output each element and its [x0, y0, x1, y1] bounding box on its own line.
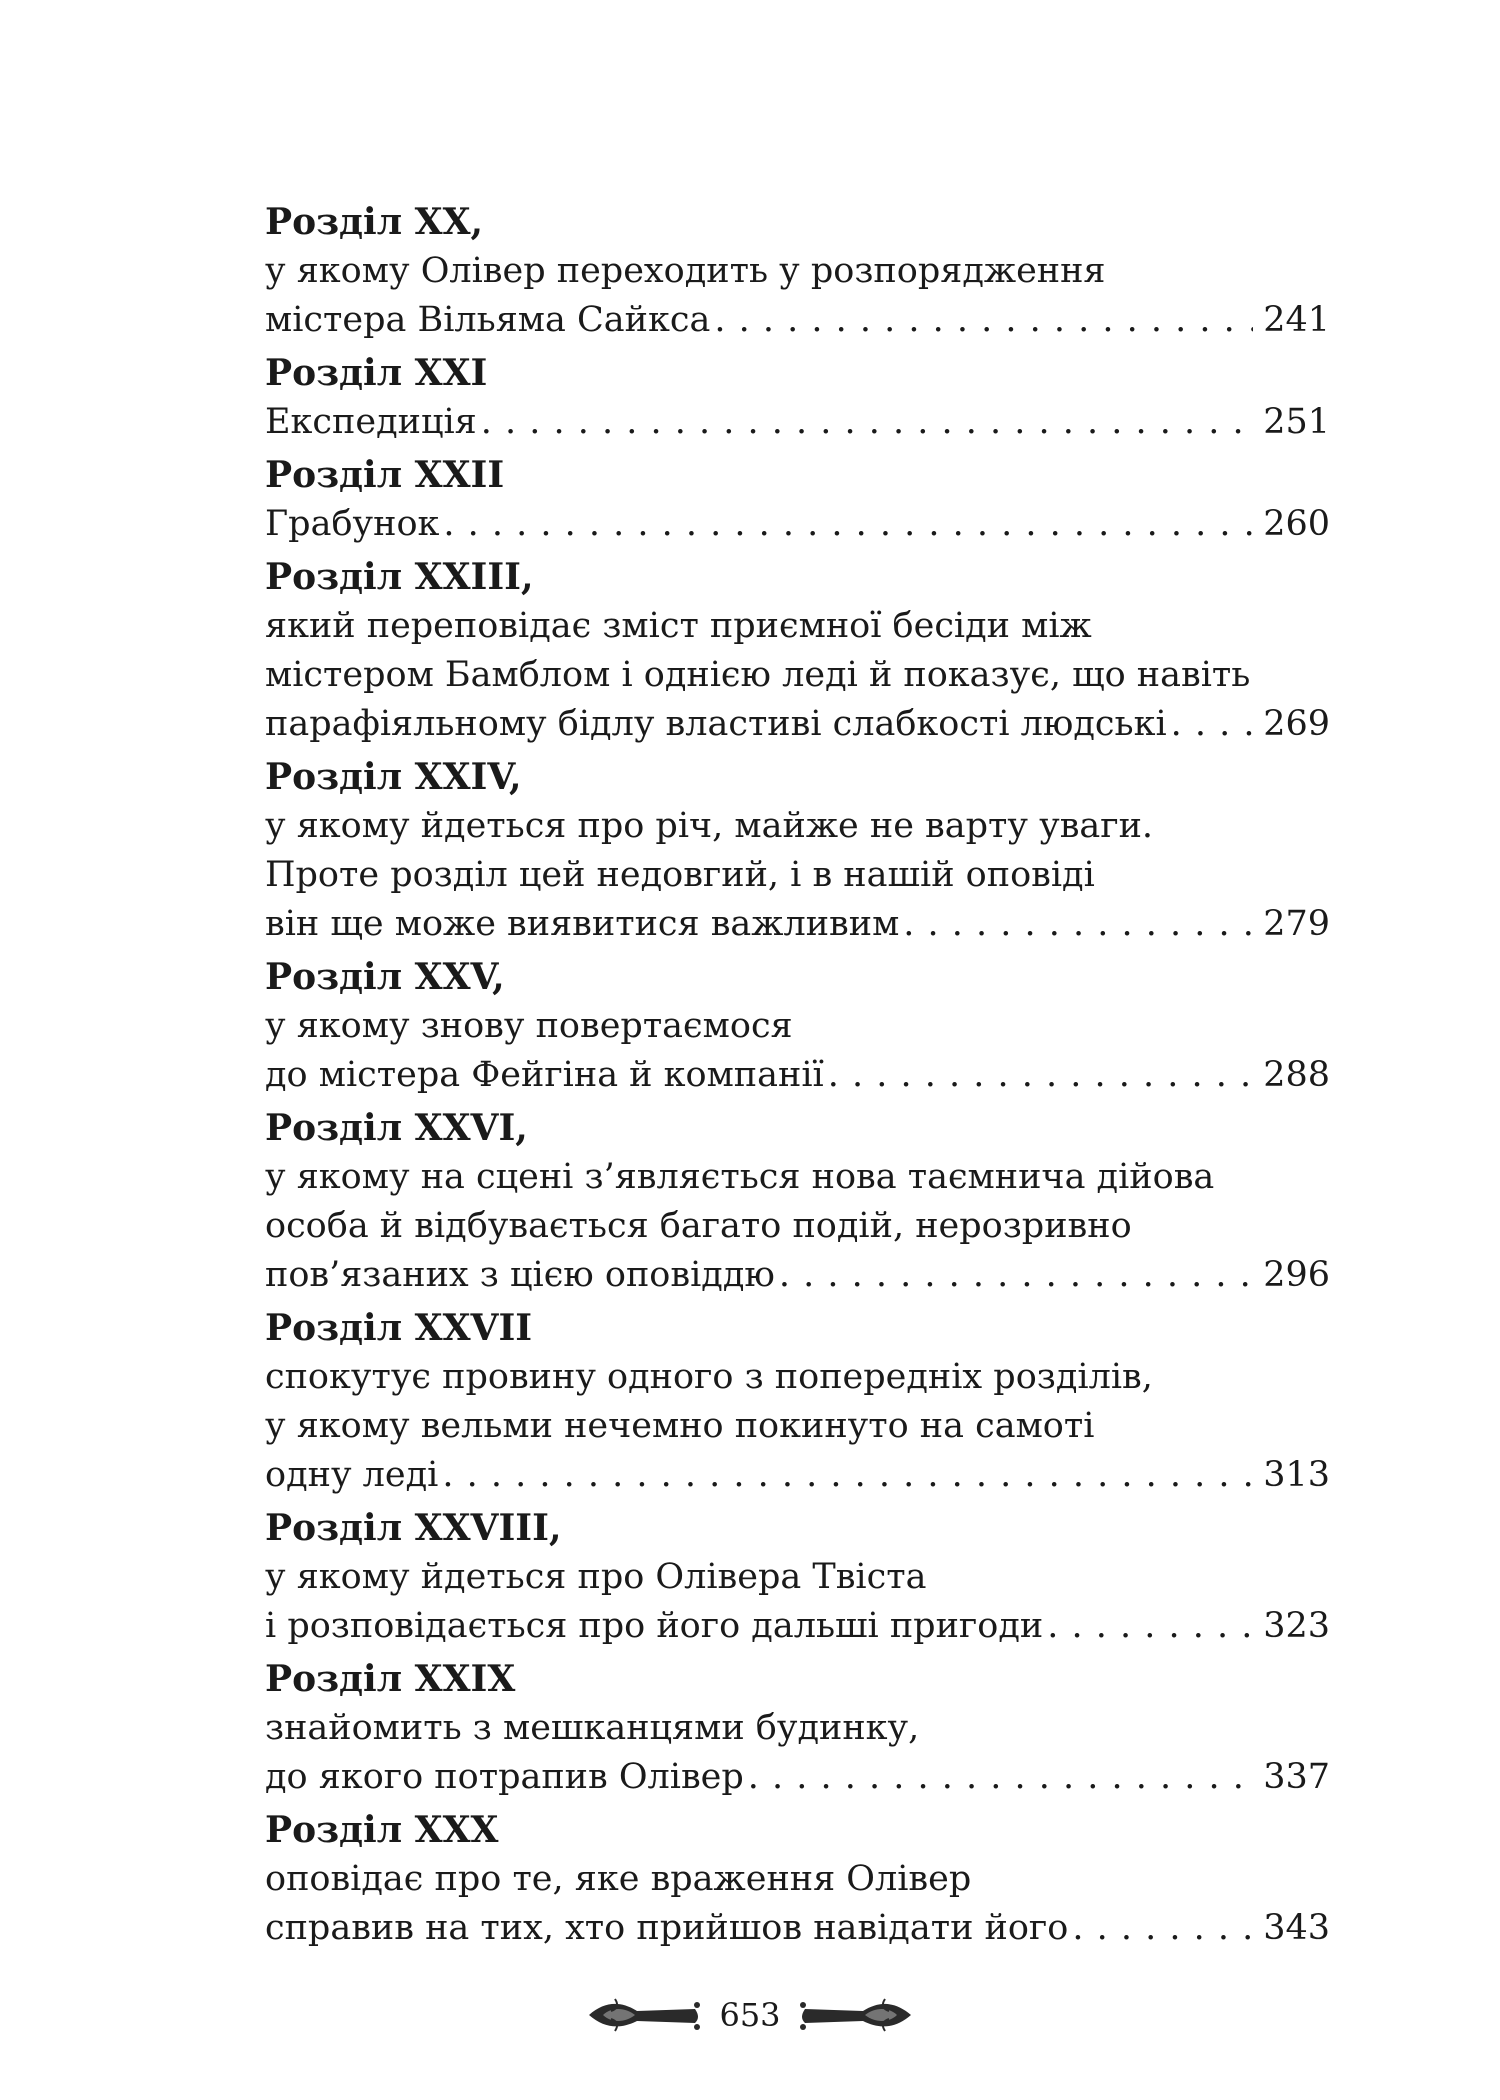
chapter-description-line: він ще може виявитися важливим [265, 904, 900, 944]
chapter-description-line: знайомить з мешканцями будинку, [265, 1708, 920, 1748]
chapter-page-number: 269 [1263, 704, 1330, 744]
chapter-page-number: 313 [1263, 1455, 1330, 1495]
chapter-description-line: у якому на сцені з’являється нова таємнича дійова [265, 1157, 1215, 1197]
chapter-page-row [265, 398, 1330, 447]
chapter-description-line: Проте розділ цей недовгий, і в нашій оповіді [265, 855, 1095, 895]
chapter-page-row [265, 1753, 1330, 1802]
chapter-title: Розділ XXVI, [265, 1107, 528, 1149]
table-of-contents [265, 198, 1330, 1957]
chapter-title: Розділ XXIV, [265, 756, 522, 798]
page-footer [0, 1990, 1500, 2040]
chapter-page-row [265, 500, 1330, 549]
chapter-description-line: у якому йдеться про річ, майже не варту уваги. [265, 806, 1154, 846]
chapter-description-line: до містера Фейгіна й компанії [265, 1055, 824, 1095]
chapter-title: Розділ XXII [265, 454, 505, 496]
chapter-page-row [265, 296, 1330, 345]
toc-entry [265, 1655, 1330, 1802]
chapter-page-number: 251 [1263, 402, 1330, 442]
dot-leader [481, 398, 1253, 447]
chapter-description-line: у якому йдеться про Олівера Твіста [265, 1557, 927, 1597]
chapter-description-line: справив на тих, хто прийшов навідати його [265, 1908, 1069, 1948]
chapter-description-line: у якому вельми нечемно покинуто на самоті [265, 1406, 1095, 1446]
chapter-description-line: містера Вільяма Сайкса [265, 300, 711, 340]
dot-leader [1047, 1602, 1253, 1651]
dot-leader [1072, 1904, 1253, 1953]
dot-leader [748, 1753, 1253, 1802]
chapter-title: Розділ XX, [265, 201, 484, 243]
chapter-description-line: одну леді [265, 1455, 439, 1495]
chapter-description-line: до якого потрапив Олівер [265, 1757, 744, 1797]
chapter-description-line: пов’язаних з цією оповіддю [265, 1255, 775, 1295]
toc-entry [265, 349, 1330, 447]
chapter-description-line: і розповідається про його дальші пригоди [265, 1606, 1044, 1646]
chapter-title: Розділ XXV, [265, 956, 505, 998]
chapter-description-line: спокутує провину одного з попередніх розділів, [265, 1357, 1153, 1397]
chapter-description-line: у якому знову повертаємося [265, 1006, 793, 1046]
chapter-description-line: парафіяльному бідлу властиві слабкості людські [265, 704, 1167, 744]
chapter-page-number: 296 [1263, 1255, 1330, 1295]
chapter-description-line: у якому Олівер переходить у розпорядження [265, 251, 1106, 291]
chapter-page-row [265, 1051, 1330, 1100]
floral-ornament-icon [585, 1993, 705, 2037]
dot-leader [903, 900, 1253, 949]
chapter-description-line: містером Бамблом і однією леді й показує, що навіть [265, 655, 1251, 695]
toc-entry [265, 753, 1330, 949]
toc-entry [265, 1504, 1330, 1651]
toc-entry [265, 198, 1330, 345]
chapter-page-number: 343 [1263, 1908, 1330, 1948]
toc-entry [265, 451, 1330, 549]
chapter-description-line: оповідає про те, яке враження Олівер [265, 1859, 972, 1899]
chapter-page-row [265, 900, 1330, 949]
chapter-title: Розділ XXX [265, 1809, 499, 1851]
page-number: 653 [719, 1996, 781, 2034]
dot-leader [779, 1251, 1253, 1300]
dot-leader [443, 500, 1253, 549]
chapter-page-row [265, 1602, 1330, 1651]
chapter-page-row [265, 1451, 1330, 1500]
chapter-page-row [265, 1251, 1330, 1300]
chapter-page-number: 323 [1263, 1606, 1330, 1646]
dot-leader [1171, 700, 1254, 749]
chapter-title: Розділ XXIX [265, 1658, 516, 1700]
chapter-page-number: 279 [1263, 904, 1330, 944]
chapter-page-number: 241 [1263, 300, 1330, 340]
chapter-description-line: особа й відбувається багато подій, нерозривно [265, 1206, 1132, 1246]
dot-leader [442, 1451, 1253, 1500]
toc-entry [265, 553, 1330, 749]
chapter-page-number: 288 [1263, 1055, 1330, 1095]
chapter-description-line: який переповідає зміст приємної бесіди між [265, 606, 1092, 646]
dot-leader [714, 296, 1253, 345]
toc-entry [265, 1304, 1330, 1500]
chapter-title: Розділ XXVII [265, 1307, 533, 1349]
chapter-title: Розділ XXVIII, [265, 1507, 562, 1549]
chapter-page-number: 260 [1263, 504, 1330, 544]
chapter-title: Розділ XXIII, [265, 556, 534, 598]
chapter-page-row [265, 1904, 1330, 1953]
dot-leader [828, 1051, 1253, 1100]
chapter-page-number: 337 [1263, 1757, 1330, 1797]
chapter-title: Розділ XXI [265, 352, 488, 394]
toc-entry [265, 953, 1330, 1100]
chapter-page-row [265, 700, 1330, 749]
floral-ornament-icon [795, 1993, 915, 2037]
toc-entry [265, 1806, 1330, 1953]
chapter-description-line: Експедиція [265, 402, 477, 442]
chapter-description-line: Грабунок [265, 504, 440, 544]
toc-entry [265, 1104, 1330, 1300]
